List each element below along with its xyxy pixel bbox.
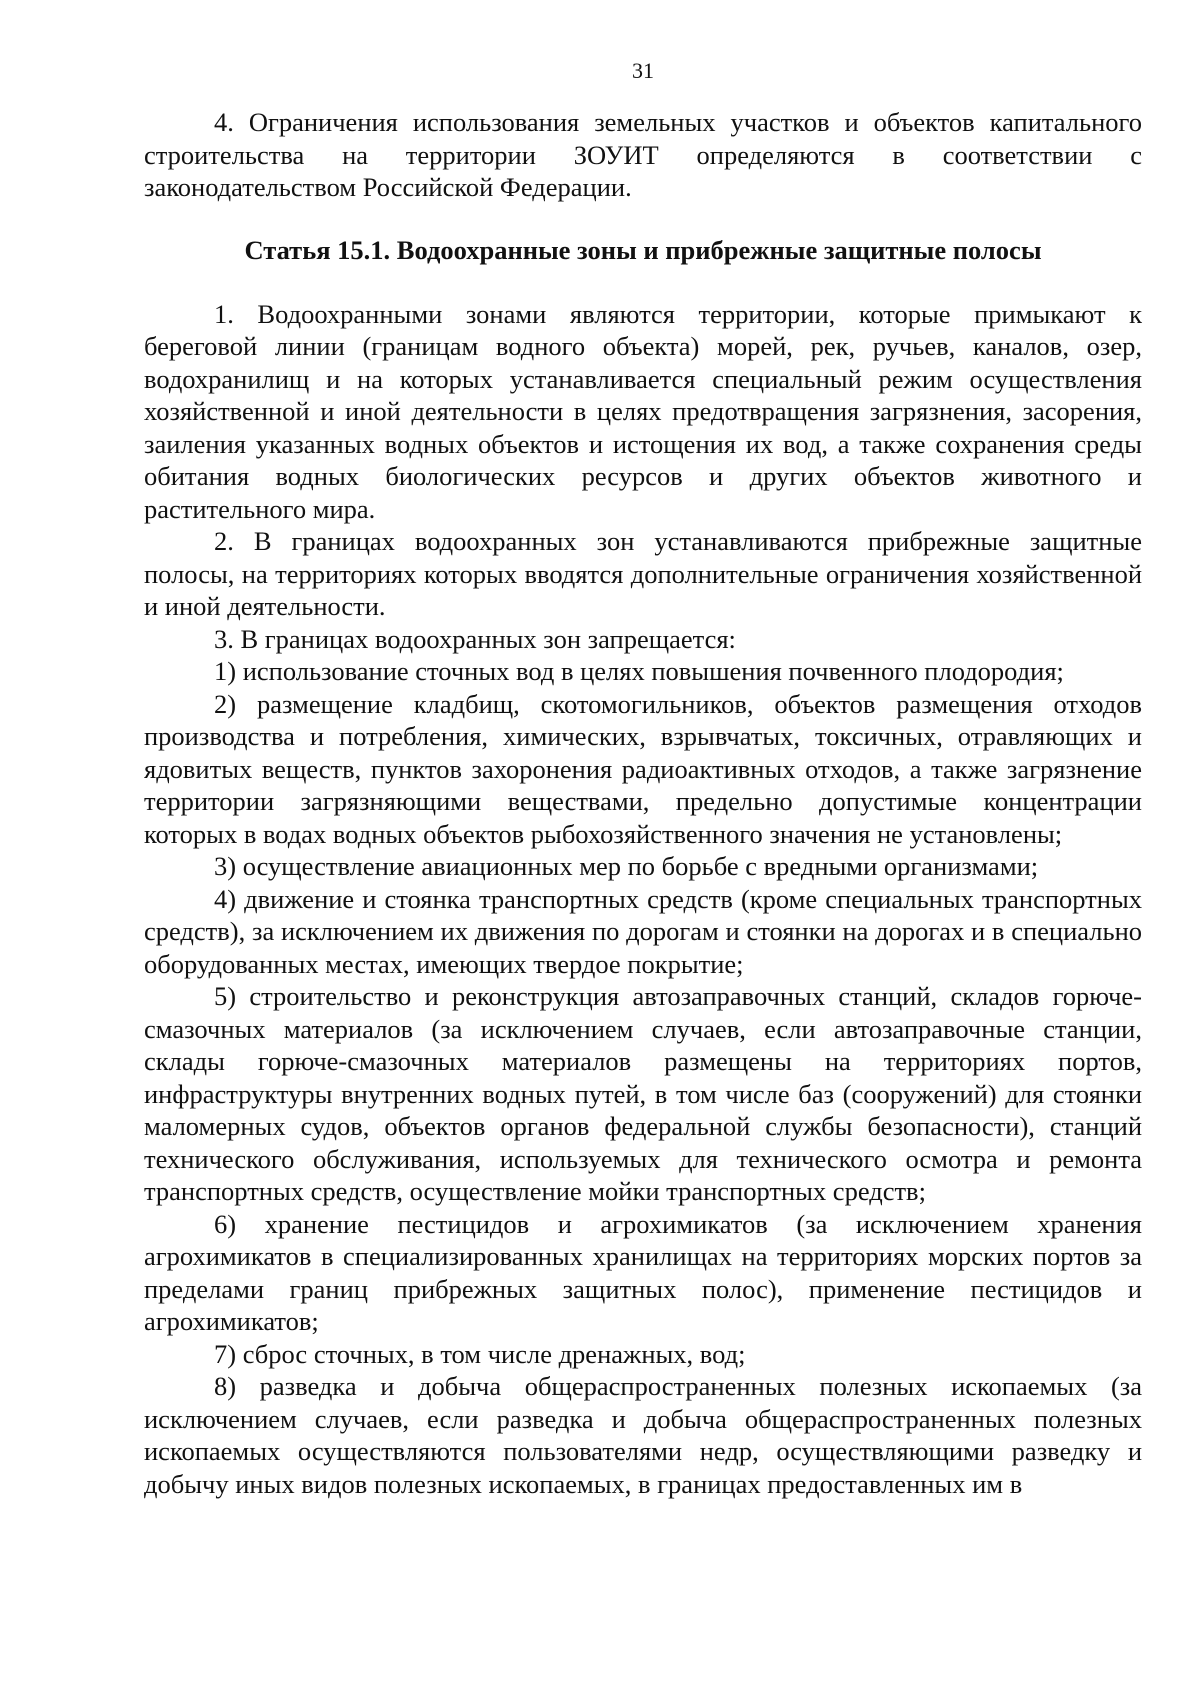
list-item-8: 8) разведка и добыча общераспространенных полезных ископаемых (за исключением случаев, если разведка и добыча общераспространенных полезных ископаемых осуществляются пользователями недр, осуществляющими разведку и добычу иных видов полезных ископаемых, в границах предоставленных им в bbox=[144, 1371, 1142, 1499]
list-item-7: 7) сброс сточных, в том числе дренажных, вод; bbox=[214, 1338, 746, 1369]
paragraph-1: 1. Водоохранными зонами являются территории, которые примыкают к береговой линии (границам водного объекта) морей, рек, ручьев, каналов, озер, водохранилищ и на которых устанавливается специальный режим осуществления хозяйственной и иной деятельности в целях предотвращения загрязнения, засорения, заиления указанных водных объектов и истощения их вод, а также сохранения среды обитания водных биологических ресурсов и других объектов животного и растительного мира. bbox=[144, 298, 1142, 524]
list-item-5: 5) строительство и реконструкция автозаправочных станций, складов горюче-смазочных материалов (за исключением случаев, если автозаправочные станции, склады горюче-смазочных материалов размещены на территориях портов, инфраструктуры внутренних водных путей, в том числе баз (сооружений) для стоянки маломерных судов, объектов органов федеральной службы безопасности), станций технического обслуживания, используемых для технического осмотра и ремонта транспортных средств, осуществление мойки транспортных средств; bbox=[144, 981, 1142, 1206]
document-page bbox=[144, 56, 1142, 1500]
page-number: 31 bbox=[632, 58, 654, 83]
list-item-4: 4) движение и стоянка транспортных средств (кроме специальных транспортных средств), за исключением их движения по дорогам и стоянки на дорогах и в специально оборудованных местах, имеющих твердое покрытие; bbox=[144, 883, 1142, 979]
intro-paragraph: 4. Ограничения использования земельных участков и объектов капитального строительства на территории ЗОУИТ определяются в соответствии с законодательством Российской Федерации. bbox=[144, 107, 1142, 202]
paragraph-3: 3. В границах водоохранных зон запрещается: bbox=[214, 623, 736, 654]
list-item-3: 3) осуществление авиационных мер по борьбе с вредными организмами; bbox=[214, 851, 1039, 881]
list-item-1: 1) использование сточных вод в целях повышения почвенного плодородия; bbox=[214, 656, 1064, 686]
paragraph-2: 2. В границах водоохранных зон устанавливаются прибрежные защитные полосы, на территориях которых вводятся дополнительные ограничения хозяйственной и иной деятельности. bbox=[144, 526, 1142, 621]
list-item-6: 6) хранение пестицидов и агрохимикатов (за исключением хранения агрохимикатов в специализированных хранилищах на территориях морских портов за пределами границ прибрежных защитных полос), применение пестицидов и агрохимикатов; bbox=[144, 1208, 1142, 1336]
article-heading: Статья 15.1. Водоохранные зоны и прибрежные защитные полосы bbox=[244, 234, 1042, 265]
list-item-2: 2) размещение кладбищ, скотомогильников, объектов размещения отходов производства и потребления, химических, взрывчатых, токсичных, отравляющих и ядовитых веществ, пунктов захоронения радиоактивных отходов, а также загрязнение территории загрязняющими веществами, предельно допустимые концентрации которых в водах водных объектов рыбохозяйственного значения не установлены; bbox=[144, 688, 1142, 849]
